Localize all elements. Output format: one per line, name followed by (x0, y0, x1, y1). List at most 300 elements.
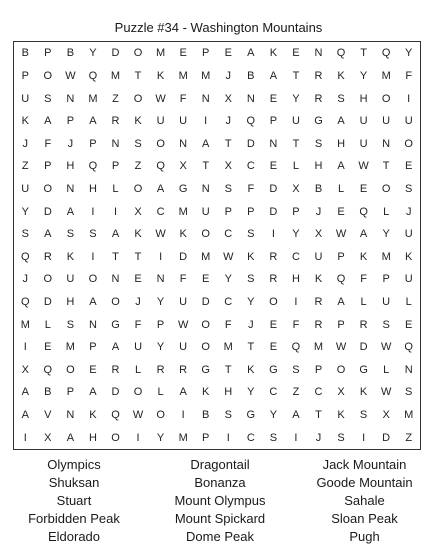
grid-letter: B (202, 409, 210, 422)
grid-letter: S (405, 386, 413, 399)
grid-letter: I (271, 228, 275, 241)
grid-letter: A (247, 47, 255, 60)
grid-letter: W (177, 318, 189, 331)
grid-letter: F (179, 273, 187, 286)
grid-letter: D (179, 250, 188, 263)
grid-letter: P (202, 431, 210, 444)
grid-letter: S (44, 92, 52, 105)
grid-letter: G (111, 318, 120, 331)
grid-letter: P (44, 47, 52, 60)
grid-letter: A (111, 341, 120, 354)
grid-letter: C (246, 160, 255, 173)
grid-letter: U (404, 115, 413, 128)
grid-letter: F (224, 318, 232, 331)
grid-letter: W (132, 409, 144, 422)
grid-letter: I (181, 409, 185, 422)
grid-letter: S (247, 228, 255, 241)
grid-letter: X (44, 431, 52, 444)
grid-letter: F (134, 318, 142, 331)
grid-letter: H (66, 296, 75, 309)
grid-letter: A (89, 296, 97, 309)
grid-letter: A (337, 115, 345, 128)
grid-letter: X (224, 92, 232, 105)
grid-letter: M (156, 47, 166, 60)
grid-letter: U (201, 205, 210, 218)
grid-letter: M (381, 250, 391, 263)
grid-letter: Q (111, 409, 120, 422)
grid-letter: B (66, 47, 75, 60)
grid-letter: E (44, 341, 52, 354)
grid-letter: I (159, 250, 163, 263)
grid-letter: C (246, 431, 255, 444)
grid-letter: G (201, 363, 210, 376)
grid-letter: L (157, 386, 164, 399)
word-list-item: Pugh (349, 529, 380, 544)
grid-letter: E (202, 273, 210, 286)
grid-letter: Y (156, 341, 165, 354)
grid-letter: P (156, 318, 165, 331)
grid-letter: U (21, 92, 30, 105)
grid-letter: D (111, 386, 120, 399)
grid-letter: T (202, 160, 210, 173)
grid-letter: U (156, 115, 165, 128)
grid-letter: E (405, 160, 413, 173)
word-list-item: Stuart (56, 493, 92, 508)
grid-letter: J (248, 318, 254, 331)
grid-letter: J (67, 137, 74, 150)
grid-letter: E (269, 341, 278, 354)
grid-letter: Z (112, 92, 119, 105)
grid-letter: X (21, 363, 29, 376)
grid-letter: X (382, 409, 390, 422)
grid-letter: S (314, 137, 323, 150)
grid-letter: K (314, 273, 323, 286)
grid-letter: T (292, 69, 300, 82)
grid-letter: M (20, 318, 30, 331)
grid-letter: E (179, 47, 187, 60)
grid-letter: W (223, 250, 234, 263)
grid-letter: A (89, 115, 97, 128)
grid-letter: P (202, 47, 210, 60)
grid-letter: D (246, 137, 255, 150)
grid-letter: Q (88, 160, 98, 173)
grid-letter: O (43, 182, 53, 195)
word-list-item: Mount Olympus (174, 493, 266, 508)
grid-letter: W (358, 160, 369, 173)
grid-letter: Q (20, 296, 30, 309)
grid-letter: X (314, 228, 323, 241)
grid-letter: N (179, 137, 188, 150)
grid-letter: A (21, 409, 29, 422)
grid-letter: N (111, 137, 120, 150)
grid-letter: R (314, 296, 323, 309)
grid-letter: J (225, 115, 232, 128)
grid-letter: D (382, 431, 391, 444)
grid-letter: M (178, 431, 188, 444)
grid-letter: A (179, 386, 187, 399)
grid-letter: O (43, 273, 53, 286)
grid-letter: J (315, 205, 322, 218)
grid-letter: S (89, 228, 97, 241)
grid-letter: H (359, 92, 368, 105)
grid-letter: V (44, 409, 52, 422)
grid-letter: A (89, 386, 97, 399)
grid-letter: N (246, 92, 255, 105)
grid-letter: C (224, 228, 233, 241)
grid-letter: C (291, 250, 300, 263)
grid-letter: K (359, 386, 368, 399)
grid-letter: O (381, 92, 391, 105)
grid-letter: S (382, 318, 390, 331)
grid-letter: H (314, 160, 323, 173)
grid-letter: T (134, 250, 142, 263)
grid-letter: A (44, 228, 52, 241)
grid-letter: R (314, 92, 323, 105)
grid-letter: T (134, 69, 142, 82)
grid-letter: O (133, 47, 143, 60)
grid-letter: Q (381, 47, 391, 60)
grid-letter: I (91, 250, 95, 263)
grid-letter: N (111, 273, 120, 286)
grid-letter: K (89, 409, 97, 422)
grid-letter: I (91, 205, 95, 218)
grid-letter: I (226, 431, 230, 444)
grid-letter: P (269, 115, 278, 128)
grid-letter: U (382, 296, 391, 309)
grid-letter: L (383, 205, 390, 218)
grid-letter: Y (224, 273, 232, 286)
grid-letter: R (359, 318, 368, 331)
grid-letter: U (382, 115, 391, 128)
grid-letter: A (66, 205, 75, 218)
grid-letter: N (269, 137, 278, 150)
grid-letter: U (359, 137, 368, 150)
grid-letter: Q (404, 341, 413, 354)
grid-letter: O (111, 296, 120, 309)
grid-letter: C (314, 386, 323, 399)
grid-letter: J (135, 296, 141, 309)
grid-letter: K (134, 228, 142, 241)
grid-letter: P (21, 69, 29, 82)
grid-letter: I (113, 205, 118, 218)
grid-letter: S (405, 182, 413, 195)
grid-letter: S (224, 182, 232, 195)
grid-letter: U (179, 296, 188, 309)
grid-letter: X (224, 160, 232, 173)
word-list-item: Forbidden Peak (28, 511, 120, 526)
grid-letter: Y (89, 47, 97, 60)
grid-letter: K (21, 115, 29, 128)
grid-letter: P (111, 160, 120, 173)
grid-letter: K (269, 47, 278, 60)
grid-letter: Q (291, 341, 301, 354)
grid-letter: K (134, 115, 142, 128)
grid-letter: N (66, 182, 75, 195)
grid-letter: W (380, 386, 392, 399)
grid-letter: U (314, 250, 323, 263)
grid-letter: K (66, 250, 75, 263)
grid-letter: J (315, 431, 322, 444)
grid-letter: M (178, 205, 188, 218)
grid-letter: F (247, 182, 255, 195)
grid-letter: P (44, 160, 52, 173)
letter-grid (13, 41, 421, 450)
grid-letter: S (337, 92, 345, 105)
grid-letter: K (247, 363, 255, 376)
grid-letter: R (314, 69, 323, 82)
grid-letter: A (111, 228, 120, 241)
grid-letter: Q (336, 47, 346, 60)
grid-letter: T (292, 137, 300, 150)
grid-letter: O (133, 92, 143, 105)
puzzle-title: Puzzle #34 - Washington Mountains (114, 20, 323, 35)
grid-letter: O (201, 341, 210, 354)
grid-letter: I (407, 92, 411, 105)
grid-letter: L (292, 160, 299, 173)
grid-letter: G (269, 363, 278, 376)
grid-letter: Z (405, 431, 413, 444)
grid-letter: E (337, 205, 345, 218)
grid-letter: F (44, 137, 52, 150)
word-list-item: Eldorado (47, 529, 101, 544)
grid-letter: L (405, 296, 412, 309)
grid-letter: A (156, 182, 165, 195)
grid-letter: S (337, 431, 345, 444)
grid-letter: M (88, 92, 98, 105)
grid-letter: A (292, 409, 300, 422)
grid-letter: I (204, 115, 208, 128)
grid-letter: W (155, 92, 166, 105)
grid-letter: A (66, 431, 75, 444)
grid-letter: Q (359, 205, 368, 218)
grid-letter: O (66, 363, 75, 376)
grid-letter: D (201, 296, 210, 309)
grid-letter: H (337, 137, 346, 150)
grid-letter: E (292, 47, 300, 60)
grid-letter: O (201, 228, 210, 241)
grid-letter: M (110, 69, 121, 82)
grid-letter: S (247, 273, 255, 286)
grid-letter: X (179, 160, 187, 173)
grid-letter: B (44, 386, 52, 399)
grid-letter: O (156, 137, 165, 150)
grid-letter: X (292, 182, 300, 195)
grid-letter: R (156, 363, 165, 376)
grid-letter: L (360, 296, 367, 309)
grid-letter: U (134, 341, 143, 354)
grid-letter: B (21, 47, 29, 60)
grid-letter: E (89, 363, 97, 376)
word-list-item: Dome Peak (186, 529, 254, 544)
grid-letter: F (292, 318, 300, 331)
grid-letter: S (292, 363, 300, 376)
grid-letter: I (362, 431, 366, 444)
grid-letter: P (89, 341, 97, 354)
grid-letter: X (337, 386, 345, 399)
grid-letter: E (224, 47, 232, 60)
grid-letter: C (224, 296, 233, 309)
grid-letter: G (246, 409, 256, 422)
grid-letter: M (404, 409, 414, 422)
grid-letter: Y (382, 228, 390, 241)
grid-letter: P (337, 250, 345, 263)
grid-letter: S (224, 409, 232, 422)
grid-letter: P (382, 273, 390, 286)
grid-letter: W (155, 228, 166, 241)
grid-letter: Z (21, 160, 29, 173)
grid-letter: S (66, 228, 75, 241)
grid-letter: S (21, 228, 29, 241)
grid-letter: L (337, 182, 345, 195)
grid-letter: R (269, 273, 278, 286)
grid-letter: O (269, 296, 278, 309)
grid-letter: G (359, 363, 368, 376)
grid-letter: F (179, 92, 187, 105)
grid-letter: M (201, 69, 211, 82)
grid-letter: O (336, 363, 346, 376)
grid-letter: D (43, 296, 52, 309)
grid-letter: W (335, 228, 347, 241)
grid-letter: R (179, 363, 188, 376)
grid-letter: D (269, 182, 278, 195)
grid-letter: K (202, 386, 210, 399)
grid-letter: H (224, 386, 233, 399)
grid-letter: Y (247, 296, 255, 309)
grid-letter: J (22, 137, 29, 150)
grid-letter: D (111, 47, 120, 60)
grid-letter: N (156, 273, 165, 286)
grid-letter: O (133, 182, 143, 195)
grid-letter: R (43, 250, 52, 263)
grid-letter: D (43, 205, 52, 218)
grid-letter: T (112, 250, 119, 263)
word-list-item: Sahale (344, 493, 385, 508)
grid-letter: I (23, 341, 27, 354)
grid-letter: B (314, 182, 323, 195)
grid-letter: R (111, 363, 120, 376)
grid-letter: H (88, 182, 97, 195)
grid-letter: G (314, 115, 323, 128)
word-list (0, 456, 437, 551)
grid-letter: P (66, 115, 75, 128)
grid-letter: L (44, 318, 51, 331)
grid-letter: M (65, 341, 75, 354)
grid-letter: M (178, 69, 188, 82)
grid-letter: U (359, 115, 368, 128)
grid-letter: N (201, 92, 210, 105)
grid-letter: A (337, 296, 345, 309)
grid-letter: E (269, 92, 278, 105)
grid-letter: T (382, 160, 390, 173)
grid-letter: U (404, 273, 413, 286)
grid-letter: U (179, 115, 188, 128)
grid-letter: I (136, 431, 140, 444)
grid-letter: W (380, 341, 392, 354)
grid-letter: N (404, 363, 413, 376)
grid-letter: K (247, 250, 255, 263)
grid-letter: O (133, 386, 143, 399)
grid-letter: S (359, 409, 368, 422)
word-list-item: Sloan Peak (331, 511, 398, 526)
grid-letter: I (294, 296, 298, 309)
grid-letter: L (112, 182, 119, 195)
grid-letter: B (247, 69, 255, 82)
grid-letter: A (269, 69, 278, 82)
grid-letter: R (314, 318, 323, 331)
grid-letter: O (43, 69, 53, 82)
grid-letter: Y (359, 69, 368, 82)
grid-letter: Z (292, 386, 300, 399)
grid-letter: E (269, 318, 278, 331)
grid-letter: K (405, 250, 413, 263)
grid-letter: O (111, 431, 120, 444)
grid-letter: P (292, 205, 300, 218)
grid-letter: K (337, 69, 345, 82)
grid-letter: C (156, 205, 165, 218)
grid-letter: R (269, 250, 278, 263)
grid-letter: Q (88, 69, 98, 82)
grid-letter: H (291, 273, 300, 286)
word-list-item: Olympics (47, 457, 101, 472)
grid-letter: Q (43, 363, 53, 376)
grid-letter: H (88, 431, 97, 444)
grid-letter: N (382, 137, 391, 150)
grid-letter: A (359, 228, 368, 241)
word-list-item: Mount Spickard (174, 511, 266, 526)
grid-letter: T (224, 137, 232, 150)
grid-letter: Y (247, 386, 255, 399)
grid-letter: K (179, 228, 187, 241)
grid-letter: Q (20, 250, 30, 263)
grid-letter: J (225, 69, 232, 82)
grid-letter: N (66, 409, 75, 422)
grid-letter: S (66, 318, 75, 331)
grid-letter: E (405, 318, 413, 331)
grid-letter: A (202, 137, 210, 150)
grid-letter: P (337, 318, 345, 331)
grid-letter: M (201, 250, 211, 263)
grid-letter: K (337, 409, 345, 422)
grid-letter: N (314, 47, 323, 60)
grid-letter: H (66, 160, 75, 173)
grid-letter: A (21, 386, 29, 399)
grid-letter: A (44, 115, 52, 128)
grid-letter: J (405, 205, 412, 218)
grid-letter: O (156, 409, 165, 422)
grid-letter: N (88, 318, 97, 331)
grid-letter: I (23, 431, 27, 444)
grid-letter: K (156, 69, 165, 82)
grid-letter: T (315, 409, 322, 422)
grid-letter: M (313, 341, 324, 354)
grid-letter: D (359, 341, 368, 354)
grid-letter: U (179, 341, 188, 354)
grid-letter: Q (156, 160, 165, 173)
grid-letter: K (359, 250, 368, 263)
grid-letter: U (404, 228, 413, 241)
grid-letter: W (335, 341, 347, 354)
grid-letter: Y (21, 205, 29, 218)
grid-letter: I (294, 431, 298, 444)
grid-letter: P (89, 137, 97, 150)
grid-letter: P (314, 363, 323, 376)
grid-letter: Z (134, 160, 142, 173)
grid-letter: L (383, 363, 390, 376)
grid-letter: U (66, 273, 75, 286)
grid-letter: G (178, 182, 188, 195)
word-list-item: Goode Mountain (316, 475, 413, 490)
grid-letter: D (269, 205, 278, 218)
